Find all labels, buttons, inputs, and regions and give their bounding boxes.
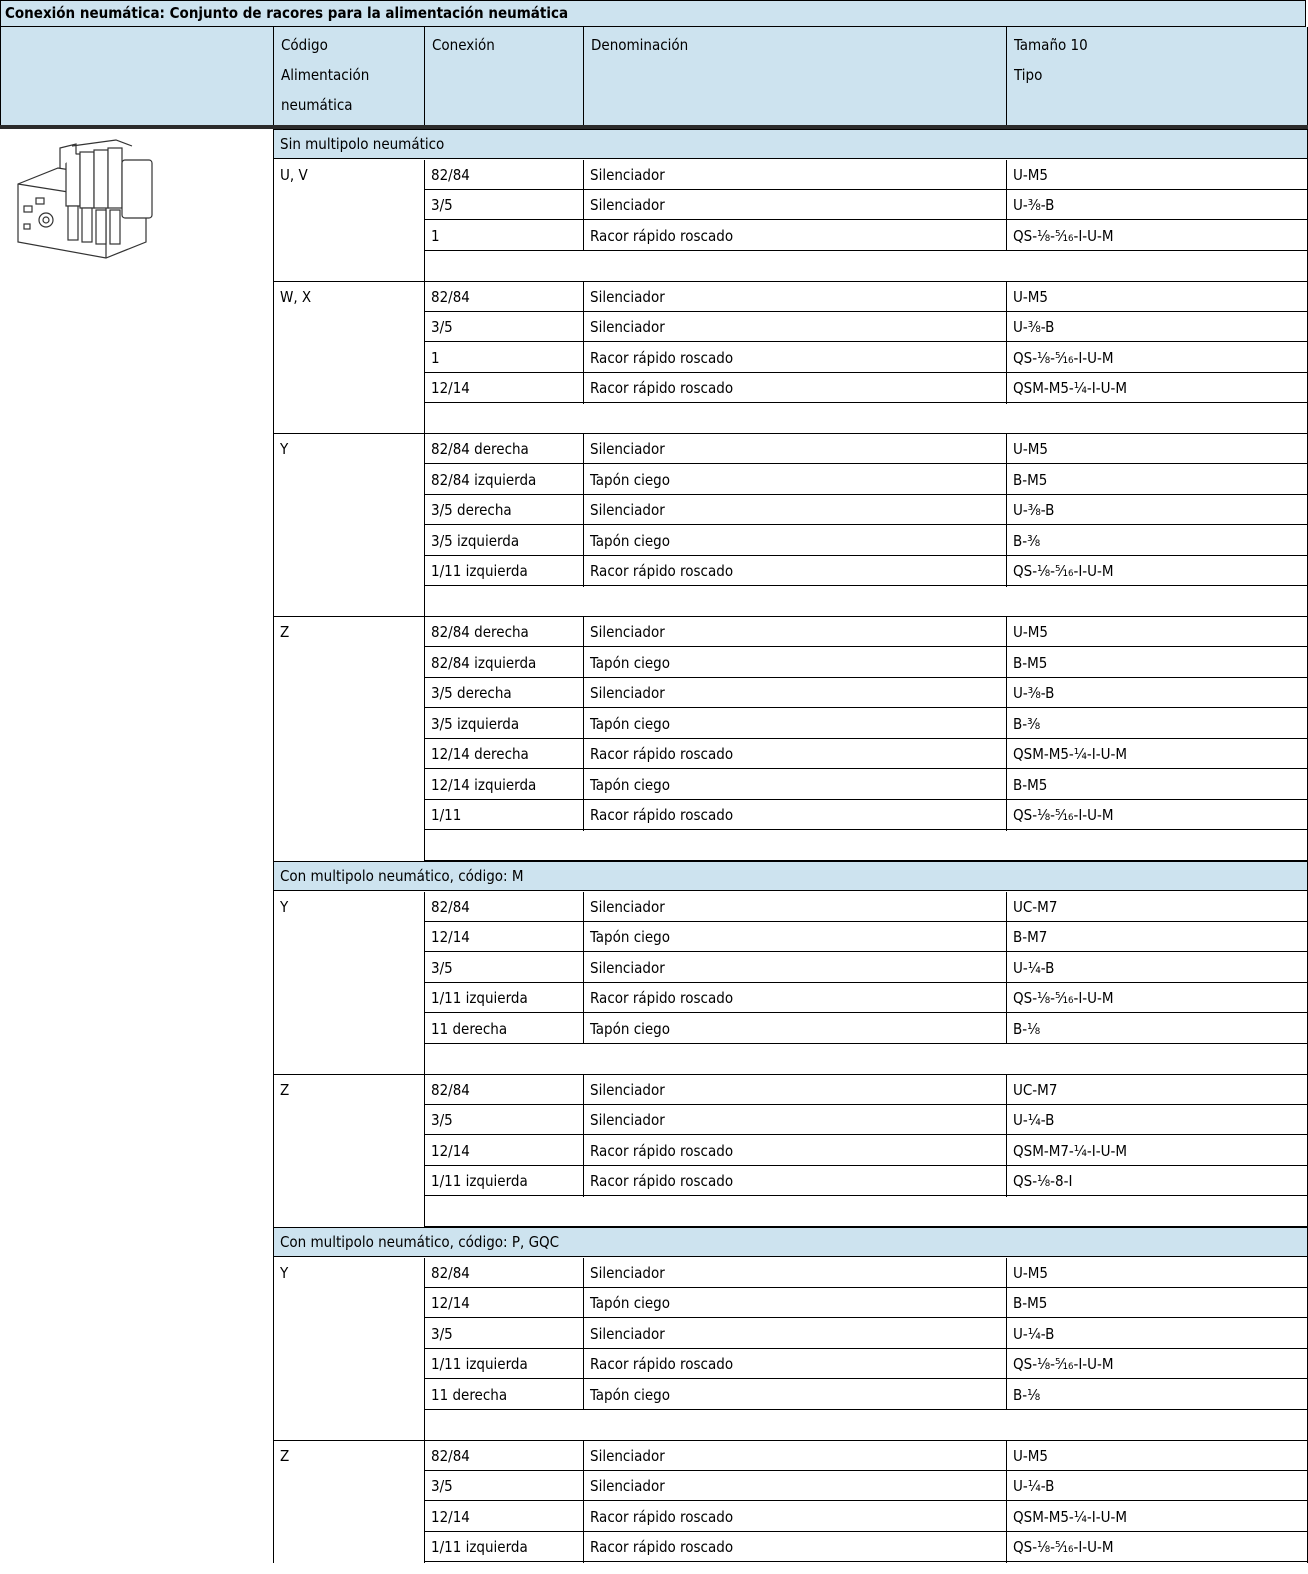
denominacion-cell: Silenciador	[583, 190, 1006, 220]
conexion-cell: 3/5 izquierda	[424, 709, 583, 739]
code-column-border	[424, 434, 425, 617]
denominacion-cell: Racor rápido roscado	[583, 1166, 1006, 1196]
cell-border	[1006, 526, 1007, 557]
cell-border	[1006, 282, 1007, 313]
tipo-cell: U-³⁄₈-B	[1006, 678, 1308, 708]
cell-border	[583, 1258, 584, 1289]
conexion-cell: 3/5 derecha	[424, 678, 583, 708]
cell-border	[583, 739, 584, 770]
conexion-cell: 12/14	[424, 1502, 583, 1532]
cell-border	[1006, 678, 1007, 709]
cell-border	[1006, 312, 1007, 343]
conexion-cell: 1/11	[424, 800, 583, 830]
conexion-cell: 1/11 izquierda	[424, 1349, 583, 1379]
cell-border	[583, 678, 584, 709]
conexion-cell: 3/5	[424, 953, 583, 983]
cell-border	[583, 495, 584, 526]
cell-border	[583, 343, 584, 374]
denominacion-cell: Silenciador	[583, 282, 1006, 312]
cell-border	[1006, 343, 1007, 374]
denominacion-cell: Racor rápido roscado	[583, 1349, 1006, 1379]
header-denominacion-label: Denominación	[591, 36, 689, 54]
cell-border	[1006, 1532, 1007, 1563]
tipo-cell: QSM-M7-¹⁄₄-I-U-M	[1006, 1136, 1308, 1166]
conexion-cell: 82/84 izquierda	[424, 465, 583, 495]
tipo-cell: U-³⁄₈-B	[1006, 495, 1308, 525]
conexion-cell: 82/84 derecha	[424, 434, 583, 464]
tipo-cell: QS-¹⁄₈-⁵⁄₁₆-I-U-M	[1006, 800, 1308, 830]
denominacion-cell: Racor rápido roscado	[583, 221, 1006, 251]
cell-border	[583, 922, 584, 953]
header-denominacion	[583, 27, 1006, 126]
conexion-cell: 3/5	[424, 190, 583, 220]
denominacion-cell: Tapón ciego	[583, 648, 1006, 678]
cell-border	[583, 1502, 584, 1533]
tipo-cell: QS-¹⁄₈-⁵⁄₁₆-I-U-M	[1006, 983, 1308, 1013]
conexion-cell: 12/14 derecha	[424, 739, 583, 769]
conexion-cell: 11 derecha	[424, 1014, 583, 1044]
denominacion-cell: Racor rápido roscado	[583, 343, 1006, 373]
denominacion-cell: Tapón ciego	[583, 770, 1006, 800]
cell-border	[1006, 1441, 1007, 1472]
code-column-border	[424, 160, 425, 282]
tipo-cell: U-M5	[1006, 282, 1308, 312]
cell-border	[583, 1471, 584, 1502]
conexion-cell: 3/5 derecha	[424, 495, 583, 525]
cell-border	[1006, 800, 1007, 831]
denominacion-cell: Silenciador	[583, 617, 1006, 647]
code-column-border	[424, 617, 425, 861]
code-cell: W, X	[280, 287, 312, 306]
tipo-cell: B-M5	[1006, 1288, 1308, 1318]
code-column-border	[424, 892, 425, 1075]
cell-border	[583, 1166, 584, 1197]
cell-border	[1006, 922, 1007, 953]
cell-border	[1006, 1075, 1007, 1106]
conexion-cell: 82/84	[424, 1441, 583, 1471]
denominacion-cell: Silenciador	[583, 312, 1006, 342]
cell-border	[1006, 1349, 1007, 1380]
cell-border	[1006, 1014, 1007, 1045]
cell-border	[1006, 1105, 1007, 1136]
cell-border	[583, 373, 584, 404]
cell-border	[1006, 953, 1007, 984]
denominacion-cell: Tapón ciego	[583, 465, 1006, 495]
cell-border	[583, 160, 584, 191]
tipo-cell: B-¹⁄₈	[1006, 1014, 1308, 1044]
cell-border	[1006, 465, 1007, 496]
cell-border	[583, 1532, 584, 1563]
cell-border	[583, 983, 584, 1014]
cell-border	[1006, 160, 1007, 191]
cell-border	[583, 221, 584, 252]
tipo-cell: QS-¹⁄₈-8-I	[1006, 1166, 1308, 1196]
header-tamano-line2: Tipo	[1014, 66, 1043, 84]
denominacion-cell: Tapón ciego	[583, 1014, 1006, 1044]
cell-border	[583, 892, 584, 923]
cell-border	[1006, 1166, 1007, 1197]
cell-border	[583, 1075, 584, 1106]
tipo-cell: QS-¹⁄₈-⁵⁄₁₆-I-U-M	[1006, 221, 1308, 251]
code-cell: Z	[280, 623, 290, 641]
conexion-cell: 82/84	[424, 160, 583, 190]
conexion-cell: 82/84	[424, 1075, 583, 1105]
conexion-cell: 12/14	[424, 1136, 583, 1166]
cell-border	[1006, 709, 1007, 740]
cell-border	[583, 1441, 584, 1472]
cell-border	[1006, 1471, 1007, 1502]
header-tamano	[1006, 27, 1308, 126]
cell-border	[583, 617, 584, 648]
conexion-cell: 82/84	[424, 892, 583, 922]
tipo-cell: U-¹⁄₄-B	[1006, 1471, 1308, 1501]
code-column-border	[424, 1075, 425, 1228]
conexion-cell: 12/14	[424, 922, 583, 952]
tipo-cell: U-M5	[1006, 1441, 1308, 1471]
conexion-cell: 3/5	[424, 312, 583, 342]
conexion-cell: 1/11 izquierda	[424, 1532, 583, 1562]
cell-border	[1006, 221, 1007, 252]
conexion-cell: 82/84 derecha	[424, 617, 583, 647]
header-conexion-label: Conexión	[432, 36, 495, 54]
denominacion-cell: Racor rápido roscado	[583, 983, 1006, 1013]
cell-border	[583, 800, 584, 831]
conexion-cell: 11 derecha	[424, 1380, 583, 1410]
tipo-cell: B-M7	[1006, 922, 1308, 952]
conexion-cell: 12/14 izquierda	[424, 770, 583, 800]
denominacion-cell: Silenciador	[583, 1319, 1006, 1349]
section-heading: Con multipolo neumático, código: P, GQC	[273, 1227, 1308, 1257]
tipo-cell: U-¹⁄₄-B	[1006, 1105, 1308, 1135]
denominacion-cell: Tapón ciego	[583, 1380, 1006, 1410]
denominacion-cell: Racor rápido roscado	[583, 373, 1006, 403]
conexion-cell: 1/11 izquierda	[424, 983, 583, 1013]
conexion-cell: 1	[424, 343, 583, 373]
section-heading: Con multipolo neumático, código: M	[273, 861, 1308, 891]
tipo-cell: UC-M7	[1006, 892, 1308, 922]
tipo-cell: QS-¹⁄₈-⁵⁄₁₆-I-U-M	[1006, 343, 1308, 373]
cell-border	[583, 1319, 584, 1350]
conexion-cell: 1/11 izquierda	[424, 556, 583, 586]
cell-border	[583, 434, 584, 465]
tipo-cell: B-¹⁄₈	[1006, 1380, 1308, 1410]
cell-border	[1006, 190, 1007, 221]
tipo-cell: U-M5	[1006, 617, 1308, 647]
conexion-cell: 82/84	[424, 282, 583, 312]
conexion-cell: 1/11 izquierda	[424, 1166, 583, 1196]
tipo-cell: U-³⁄₈-B	[1006, 312, 1308, 342]
tipo-cell: B-M5	[1006, 465, 1308, 495]
denominacion-cell: Silenciador	[583, 434, 1006, 464]
denominacion-cell: Racor rápido roscado	[583, 800, 1006, 830]
tipo-cell: QS-¹⁄₈-⁵⁄₁₆-I-U-M	[1006, 1349, 1308, 1379]
conexion-cell: 12/14	[424, 373, 583, 403]
cell-border	[583, 465, 584, 496]
cell-border	[1006, 1380, 1007, 1411]
cell-border	[583, 1380, 584, 1411]
cell-border	[1006, 373, 1007, 404]
code-cell: Y	[280, 897, 289, 916]
conexion-cell: 3/5 izquierda	[424, 526, 583, 556]
conexion-cell: 3/5	[424, 1471, 583, 1501]
code-cell: Y	[280, 1263, 289, 1282]
conexion-cell: 1	[424, 221, 583, 251]
denominacion-cell: Tapón ciego	[583, 709, 1006, 739]
cell-border	[1006, 434, 1007, 465]
cell-border	[1006, 1136, 1007, 1167]
denominacion-cell: Silenciador	[583, 1105, 1006, 1135]
tipo-cell: QSM-M5-¹⁄₄-I-U-M	[1006, 739, 1308, 769]
header-conexion	[424, 27, 583, 126]
denominacion-cell: Silenciador	[583, 1075, 1006, 1105]
denominacion-cell: Silenciador	[583, 678, 1006, 708]
cell-border	[1006, 1319, 1007, 1350]
cell-border	[1006, 1502, 1007, 1533]
cell-border	[583, 1136, 584, 1167]
cell-border	[583, 282, 584, 313]
conexion-cell: 82/84	[424, 1258, 583, 1288]
denominacion-cell: Silenciador	[583, 1441, 1006, 1471]
tipo-cell: QSM-M5-¹⁄₄-I-U-M	[1006, 373, 1308, 403]
cell-border	[583, 1014, 584, 1045]
cell-border	[1006, 556, 1007, 587]
section-heading: Sin multipolo neumático	[273, 129, 1308, 159]
tipo-cell: B-M5	[1006, 648, 1308, 678]
cell-border	[1006, 617, 1007, 648]
header-codigo-line2: Alimentación	[281, 66, 370, 84]
tipo-cell: U-¹⁄₄-B	[1006, 1319, 1308, 1349]
tipo-cell: UC-M7	[1006, 1075, 1308, 1105]
cell-border	[583, 953, 584, 984]
denominacion-cell: Silenciador	[583, 1258, 1006, 1288]
cell-border	[583, 709, 584, 740]
cell-border	[1006, 739, 1007, 770]
cell-border	[583, 312, 584, 343]
header-codigo	[0, 27, 273, 126]
tipo-cell: B-³⁄₈	[1006, 709, 1308, 739]
header-codigo-alimentacion	[273, 27, 424, 126]
valve-terminal-image	[6, 134, 171, 264]
code-column-border	[424, 1441, 425, 1563]
denominacion-cell: Silenciador	[583, 160, 1006, 190]
tipo-cell: B-M5	[1006, 770, 1308, 800]
denominacion-cell: Silenciador	[583, 953, 1006, 983]
cell-border	[1006, 495, 1007, 526]
cell-border	[1006, 648, 1007, 679]
tipo-cell: QS-¹⁄₈-⁵⁄₁₆-I-U-M	[1006, 556, 1308, 586]
header-codigo-line3: neumática	[281, 96, 353, 114]
conexion-cell: 3/5	[424, 1319, 583, 1349]
code-cell: Z	[280, 1080, 290, 1099]
denominacion-cell: Tapón ciego	[583, 526, 1006, 556]
cell-border	[583, 770, 584, 801]
cell-border	[583, 1105, 584, 1136]
denominacion-cell: Silenciador	[583, 892, 1006, 922]
denominacion-cell: Racor rápido roscado	[583, 1136, 1006, 1166]
cell-border	[583, 648, 584, 679]
tipo-cell: U-M5	[1006, 160, 1308, 190]
tipo-cell: QS-¹⁄₈-⁵⁄₁₆-I-U-M	[1006, 1532, 1308, 1562]
tipo-cell: U-³⁄₈-B	[1006, 190, 1308, 220]
denominacion-cell: Tapón ciego	[583, 922, 1006, 952]
cell-border	[583, 190, 584, 221]
conexion-cell: 3/5	[424, 1105, 583, 1135]
cell-border	[1006, 892, 1007, 923]
denominacion-cell: Racor rápido roscado	[583, 1502, 1006, 1532]
table-title: Conexión neumática: Conjunto de racores para la alimentación neumática	[0, 0, 1306, 27]
code-column-border	[424, 1258, 425, 1441]
cell-border	[1006, 1288, 1007, 1319]
cell-border	[583, 526, 584, 557]
code-cell: U, V	[280, 165, 308, 184]
cell-border	[1006, 983, 1007, 1014]
tipo-cell: B-³⁄₈	[1006, 526, 1308, 556]
header-codigo-line1: Código	[281, 36, 328, 54]
code-cell: Y	[280, 440, 289, 458]
denominacion-cell: Silenciador	[583, 495, 1006, 525]
cell-border	[583, 556, 584, 587]
conexion-cell: 82/84 izquierda	[424, 648, 583, 678]
left-column-border	[273, 129, 274, 1563]
header-tamano-line1: Tamaño 10	[1014, 36, 1088, 54]
code-column-border	[424, 282, 425, 435]
tipo-cell: U-M5	[1006, 1258, 1308, 1288]
denominacion-cell: Racor rápido roscado	[583, 1532, 1006, 1562]
denominacion-cell: Racor rápido roscado	[583, 739, 1006, 769]
denominacion-cell: Silenciador	[583, 1471, 1006, 1501]
tipo-cell: U-¹⁄₄-B	[1006, 953, 1308, 983]
cell-border	[1006, 770, 1007, 801]
denominacion-cell: Racor rápido roscado	[583, 556, 1006, 586]
conexion-cell: 12/14	[424, 1288, 583, 1318]
code-cell: Z	[280, 1446, 290, 1465]
tipo-cell: QSM-M5-¹⁄₄-I-U-M	[1006, 1502, 1308, 1532]
cell-border	[583, 1288, 584, 1319]
tipo-cell: U-M5	[1006, 434, 1308, 464]
cell-border	[1006, 1258, 1007, 1289]
denominacion-cell: Tapón ciego	[583, 1288, 1006, 1318]
cell-border	[583, 1349, 584, 1380]
